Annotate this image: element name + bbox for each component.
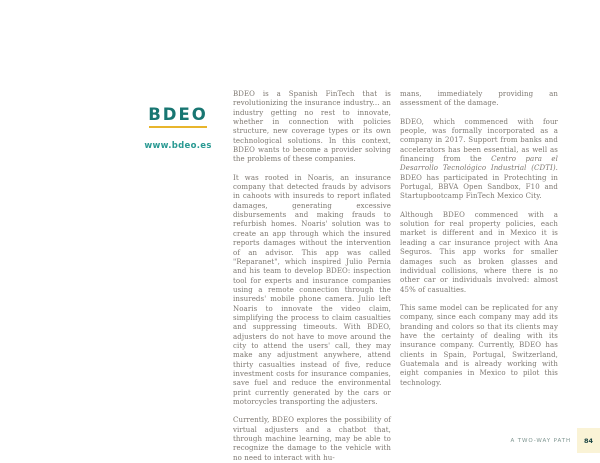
paragraph xyxy=(233,90,391,165)
paragraph xyxy=(233,416,391,463)
paragraph xyxy=(400,304,558,388)
text-run: mans, immediately providing an assessment of the damage. xyxy=(400,90,558,108)
text-run: Currently, BDEO explores the possibility of virtual adjusters and a chatbot that, through machine learning, may be able to recognize the damage to the vehicle with no need to interact with hu- xyxy=(233,416,391,462)
text-run: It was rooted in Noaris, an insurance company that detected frauds by advisors in cahoots with insureds to report inflated damages, generating excessive disbursements and making frauds to refurbish homes. Noaris' solution was to create an app through which the insured reports damages without the intervention of an advisor. This app was called "Reparanet", which inspired Julio Pernia and his team to develop BDEO: inspection tool for experts and insurance companies using a remote connection through the insureds' mobile phone camera. Julio left Noaris to innovate the video claim, simplifying the process to claim casualties and suppressing timeouts. With BDEO, adjusters do not have to move around the city to attend the users' call, they may make any adjustment anywhere, attend thirty casualties instead of five, reduce investment costs for insurance companies, save fuel and reduce the environmental print currently generated by the cars or motorcycles transporting the adjusters. xyxy=(233,173,391,406)
brand-block xyxy=(143,106,213,151)
article-column-right xyxy=(400,90,558,463)
article-column-left xyxy=(233,90,391,463)
logo-underline-rule xyxy=(149,126,207,128)
article-body xyxy=(233,90,558,463)
text-run: . BDEO has participated in Protechting in Portugal, BBVA Open Sandbox, F10 and Startupbootcamp FinTech Mexico City. xyxy=(400,164,558,201)
text-run: BDEO is a Spanish FinTech that is revolutionizing the insurance industry... an industry getting no rest to innovate, whether in connection with policies structure, new coverage types or its own technological solutions. In this context, BDEO wants to become a provider solving the problems of these companies. xyxy=(233,90,391,164)
text-run: Although BDEO commenced with a solution for real property policies, each market is different and in Mexico it is leading a car insurance project with Ana Seguros. This app works for smaller damages such as broken glasses and individual collisions, where there is no other car or individuals involved: almost 45% of casualties. xyxy=(400,210,558,294)
bdeo-logo: BDEO xyxy=(148,105,208,124)
text-run: This same model can be replicated for any company, since each company may add its branding and colors so that its clients may have the certainty of dealing with its insurance company. Currently, BDEO has clients in Spain, Portugal, Switzerland, Guatemala and is already working with eight companies in Mexico to pilot this technology. xyxy=(400,303,558,387)
section-label: A TWO-WAY PATH xyxy=(510,437,571,444)
paragraph xyxy=(400,211,558,295)
text-run: BDEO, which commenced with four people, was formally incorporated as a company in 2017. Support from banks and accelerators has been essential, as well as financing from the xyxy=(400,117,558,164)
website-link[interactable]: www.bdeo.es xyxy=(144,141,212,152)
paragraph xyxy=(400,118,558,202)
italic-text-run: Centro para el Desarrollo Tecnológico Industrial (CDTI) xyxy=(400,155,558,173)
page-footer xyxy=(510,428,600,453)
page-number-badge: 84 xyxy=(577,428,600,453)
paragraph xyxy=(233,174,391,408)
paragraph xyxy=(400,90,558,109)
